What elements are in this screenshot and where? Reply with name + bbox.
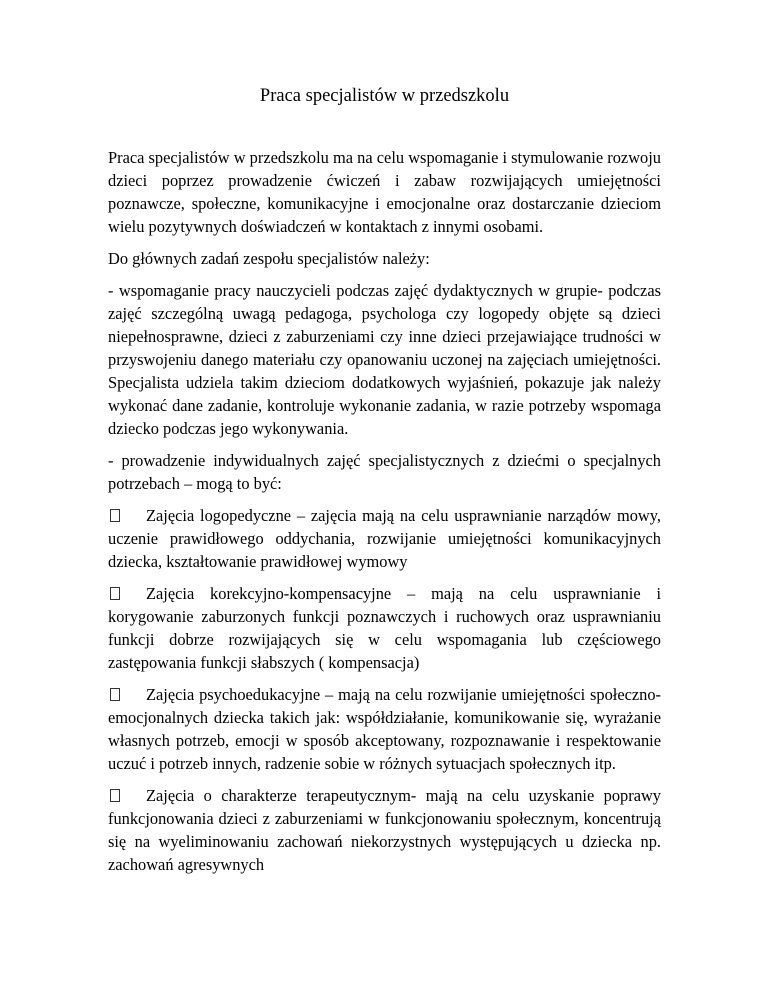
list-item-text: Zajęcia korekcyjno-kompensacyjne – mają na celu usprawnianie i korygowanie zaburzonych funkcji poznawczych i ruchowych oraz usprawnianiu funkcji dobrze rozwijających się w celu wspomagania lub częściowego zastępowania funkcji słabszych ( kompensacja): [108, 584, 661, 672]
list-item: [108, 504, 661, 573]
list-item: [108, 582, 661, 674]
bullet-icon: [110, 688, 120, 701]
intro-paragraph: Praca specjalistów w przedszkolu ma na celu wspomaganie i stymulowanie rozwoju dzieci poprzez prowadzenie ćwiczeń i zabaw rozwijających umiejętności poznawcze, społeczne, komunikacyjne i emocjonalne oraz dostarczanie dzieciom wielu pozytywnych doświadczeń w kontaktach z innymi osobami.: [108, 148, 661, 236]
tasks-heading: Do głównych zadań zespołu specjalistów należy:: [108, 249, 430, 268]
document-body: [108, 146, 661, 876]
task-paragraph-1: - wspomaganie pracy nauczycieli podczas zajęć dydaktycznych w grupie- podczas zajęć szczególną uwagą pedagoga, psychologa czy logopedy objęte są dzieci niepełnosprawne, dzieci z zaburzeniami czy inne dzieci przejawiające trudności w przyswojeniu danego materiału czy opanowaniu uczonej na zajęciach umiejętności. Specjalista udziela takim dzieciom dodatkowych wyjaśnień, pokazuje jak należy wykonać dane zadanie, kontroluje wykonanie zadania, w razie potrzeby wspomaga dziecko podczas jego wykonywania.: [108, 281, 661, 438]
document-title: Praca specjalistów w przedszkolu: [259, 86, 510, 106]
bullet-icon: [110, 789, 120, 802]
list-item-text: Zajęcia o charakterze terapeutycznym- mają na celu uzyskanie poprawy funkcjonowania dzieci z zaburzeniami w funkcjonowaniu społecznym, koncentrują się na wyeliminowaniu zachowań niekorzystnych występujących u dziecka np. zachowań agresywnych: [108, 786, 661, 874]
list-item-text: Zajęcia psychoedukacyjne – mają na celu rozwijanie umiejętności społeczno-emocjonalnych dziecka takich jak: współdziałanie, komunikowanie się, wyrażanie własnych potrzeb, emocji w sposób akceptowany, rozpoznawanie i respektowanie uczuć i potrzeb innych, radzenie sobie w różnych sytuacjach społecznych itp.: [108, 685, 661, 773]
bullet-icon: [110, 509, 120, 522]
list-item: [108, 683, 661, 775]
list-item-text: Zajęcia logopedyczne – zajęcia mają na celu usprawnianie narządów mowy, uczenie prawidłowego oddychania, rozwijanie umiejętności komunikacyjnych dziecka, kształtowanie prawidłowej wymowy: [108, 506, 661, 571]
list-item: [108, 784, 661, 876]
bullet-icon: [110, 587, 120, 600]
task-paragraph-2: - prowadzenie indywidualnych zajęć specjalistycznych z dziećmi o specjalnych potrzebach – mogą to być:: [108, 451, 661, 493]
